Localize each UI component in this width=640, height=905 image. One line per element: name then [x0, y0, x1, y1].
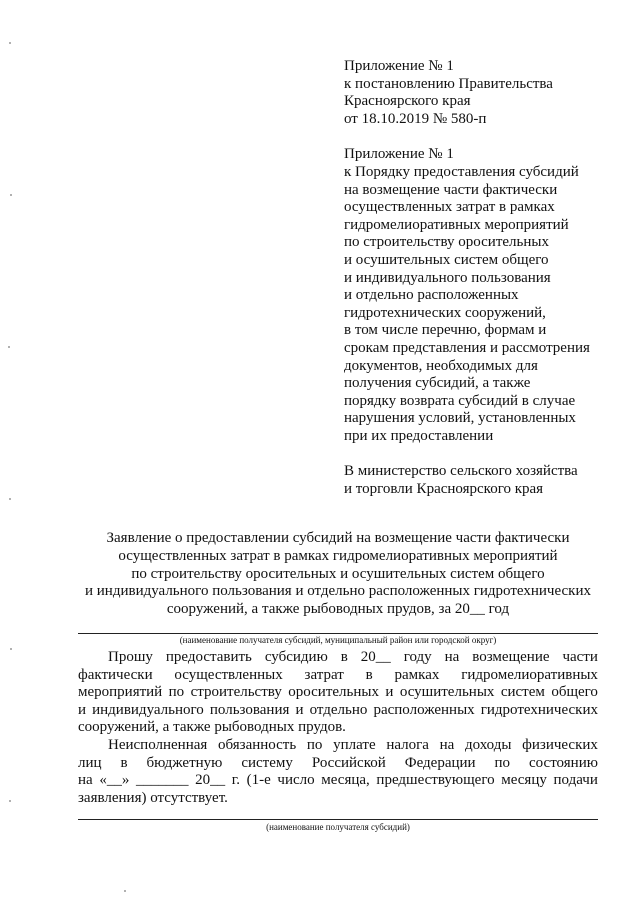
procedure-annex-line: документов, необходимых для	[344, 357, 538, 374]
word: по	[168, 684, 185, 701]
para-line: заявления) отсутствует.	[78, 789, 228, 806]
procedure-annex-line: осуществленных затрат в рамках	[344, 199, 555, 216]
para-line	[78, 755, 598, 773]
word: Неисполненная	[108, 737, 208, 753]
word: и	[295, 701, 304, 718]
word: осуществленных	[174, 666, 283, 683]
procedure-annex-line: при их предоставлении	[344, 427, 494, 444]
word: обязанность	[217, 737, 297, 753]
word: строительству	[190, 684, 282, 701]
word: части	[562, 649, 598, 665]
procedure-annex-line: порядку возврата субсидий в случае	[344, 392, 576, 409]
word: гидромелиоративных	[461, 666, 598, 683]
word: подачи	[553, 772, 598, 789]
scan-speck	[124, 890, 126, 892]
scan-speck	[9, 800, 11, 802]
word: Прошу	[108, 649, 153, 665]
word: налога	[386, 737, 429, 753]
para-line	[78, 649, 598, 667]
title-line: по строительству оросительных и осушительных систем общего	[131, 565, 545, 582]
word: по	[306, 737, 323, 753]
procedure-annex-line: гидротехнических сооружений,	[344, 304, 546, 321]
word: году	[403, 649, 432, 665]
para-line	[78, 684, 598, 702]
word: месяцу	[501, 772, 547, 789]
word: 20__	[360, 649, 391, 665]
word: мероприятий	[78, 684, 163, 701]
word: физических	[522, 737, 598, 753]
word: оросительных	[288, 684, 379, 701]
para-line	[78, 667, 598, 685]
word: расположенных	[373, 701, 475, 718]
annex-to-resolution: к постановлению Правительства	[344, 75, 553, 92]
procedure-annex-title: Приложение № 1	[344, 146, 454, 163]
word: на	[444, 649, 460, 665]
title-line: Заявление о предоставлении субсидий на возмещение части фактически	[106, 530, 570, 546]
para-line: сооружений, а также рыбоводных прудов.	[78, 719, 346, 736]
word: состоянию	[529, 754, 598, 771]
addressee-line-1: В министерство сельского хозяйства	[344, 463, 578, 480]
annex-region: Красноярского края	[344, 93, 471, 110]
procedure-annex-line: получения субсидий, а также	[344, 375, 531, 392]
annex-date-number: от 18.10.2019 № 580-п	[344, 110, 487, 127]
scan-speck	[10, 194, 12, 196]
word: в	[120, 754, 128, 771]
word: бюджетную	[146, 754, 223, 771]
procedure-annex-line: к Порядку предоставления субсидий	[344, 163, 579, 180]
word: рамках	[394, 666, 440, 683]
para-line	[78, 772, 598, 790]
word: в	[365, 666, 373, 683]
word: общего	[551, 684, 598, 701]
procedure-annex-line: и индивидуального пользования	[344, 269, 551, 286]
procedure-annex-line: на возмещение части фактически	[344, 181, 558, 198]
word: на	[78, 772, 93, 789]
word: (1-е	[246, 772, 271, 789]
procedure-annex-line: по строительству оросительных	[344, 234, 549, 251]
procedure-annex-line: и отдельно расположенных	[344, 287, 519, 304]
procedure-annex-line: и осушительных систем общего	[344, 251, 549, 268]
word: возмещение	[472, 649, 550, 665]
recipient-name-line	[78, 633, 598, 634]
word: на	[439, 737, 455, 753]
recipient-signature-line	[78, 819, 598, 820]
word: доходы	[465, 737, 512, 753]
recipient-name-caption: (наименование получателя субсидий, муниципальный район или городской округ)	[179, 635, 497, 645]
word: лиц	[78, 754, 102, 771]
recipient-signature-caption: (наименование получателя субсидий)	[266, 822, 410, 832]
procedure-annex-line: нарушения условий, установленных	[344, 410, 576, 427]
title-line: и индивидуального пользования и отдельно расположенных гидротехнических	[85, 583, 591, 600]
scan-speck	[10, 648, 12, 650]
title-line: осуществленных затрат в рамках гидромелиоративных мероприятий	[118, 547, 558, 564]
request-paragraph	[78, 649, 598, 737]
word: уплате	[333, 737, 376, 753]
word: число	[277, 772, 315, 789]
word: гидротехнических	[480, 701, 598, 718]
word: 20__	[195, 772, 226, 789]
word: пользования	[209, 701, 290, 718]
word: месяца,	[321, 772, 370, 789]
word: и	[78, 701, 87, 718]
procedure-annex-line: срокам представления и рассмотрения	[344, 339, 590, 356]
word: отдельно	[309, 701, 368, 718]
word: и	[385, 684, 394, 701]
scan-speck	[8, 346, 10, 348]
para-line	[78, 702, 598, 720]
word: Федерации	[404, 754, 476, 771]
addressee-line-2: и торговли Красноярского края	[344, 481, 544, 498]
word: предоставить	[165, 649, 252, 665]
tax-statement-paragraph	[78, 737, 598, 807]
procedure-annex-line: в том числе перечню, формам и	[344, 322, 547, 339]
word: затрат	[304, 666, 344, 683]
word: субсидию	[264, 649, 328, 665]
annex-header	[344, 58, 614, 499]
annex-title: Приложение № 1	[344, 58, 454, 74]
word: в	[340, 649, 348, 665]
word: _______	[135, 772, 189, 789]
para-line	[78, 737, 598, 755]
application-title	[78, 530, 598, 619]
annex-procedure-block	[344, 146, 614, 445]
word: осушительных	[399, 684, 495, 701]
scan-speck	[9, 42, 11, 44]
procedure-annex-line: гидромелиоративных мероприятий	[344, 216, 569, 233]
word: Российской	[311, 754, 386, 771]
word: «__»	[99, 772, 130, 789]
title-line: сооружений, а также рыбоводных прудов, за 20__ год	[166, 601, 510, 618]
scan-speck	[9, 498, 11, 500]
word: индивидуального	[92, 701, 204, 718]
word: по	[494, 754, 511, 771]
word: систему	[241, 754, 293, 771]
word: фактически	[78, 666, 153, 683]
word: систем	[500, 684, 545, 701]
word: предшествующего	[376, 772, 495, 789]
word: г.	[231, 772, 240, 789]
